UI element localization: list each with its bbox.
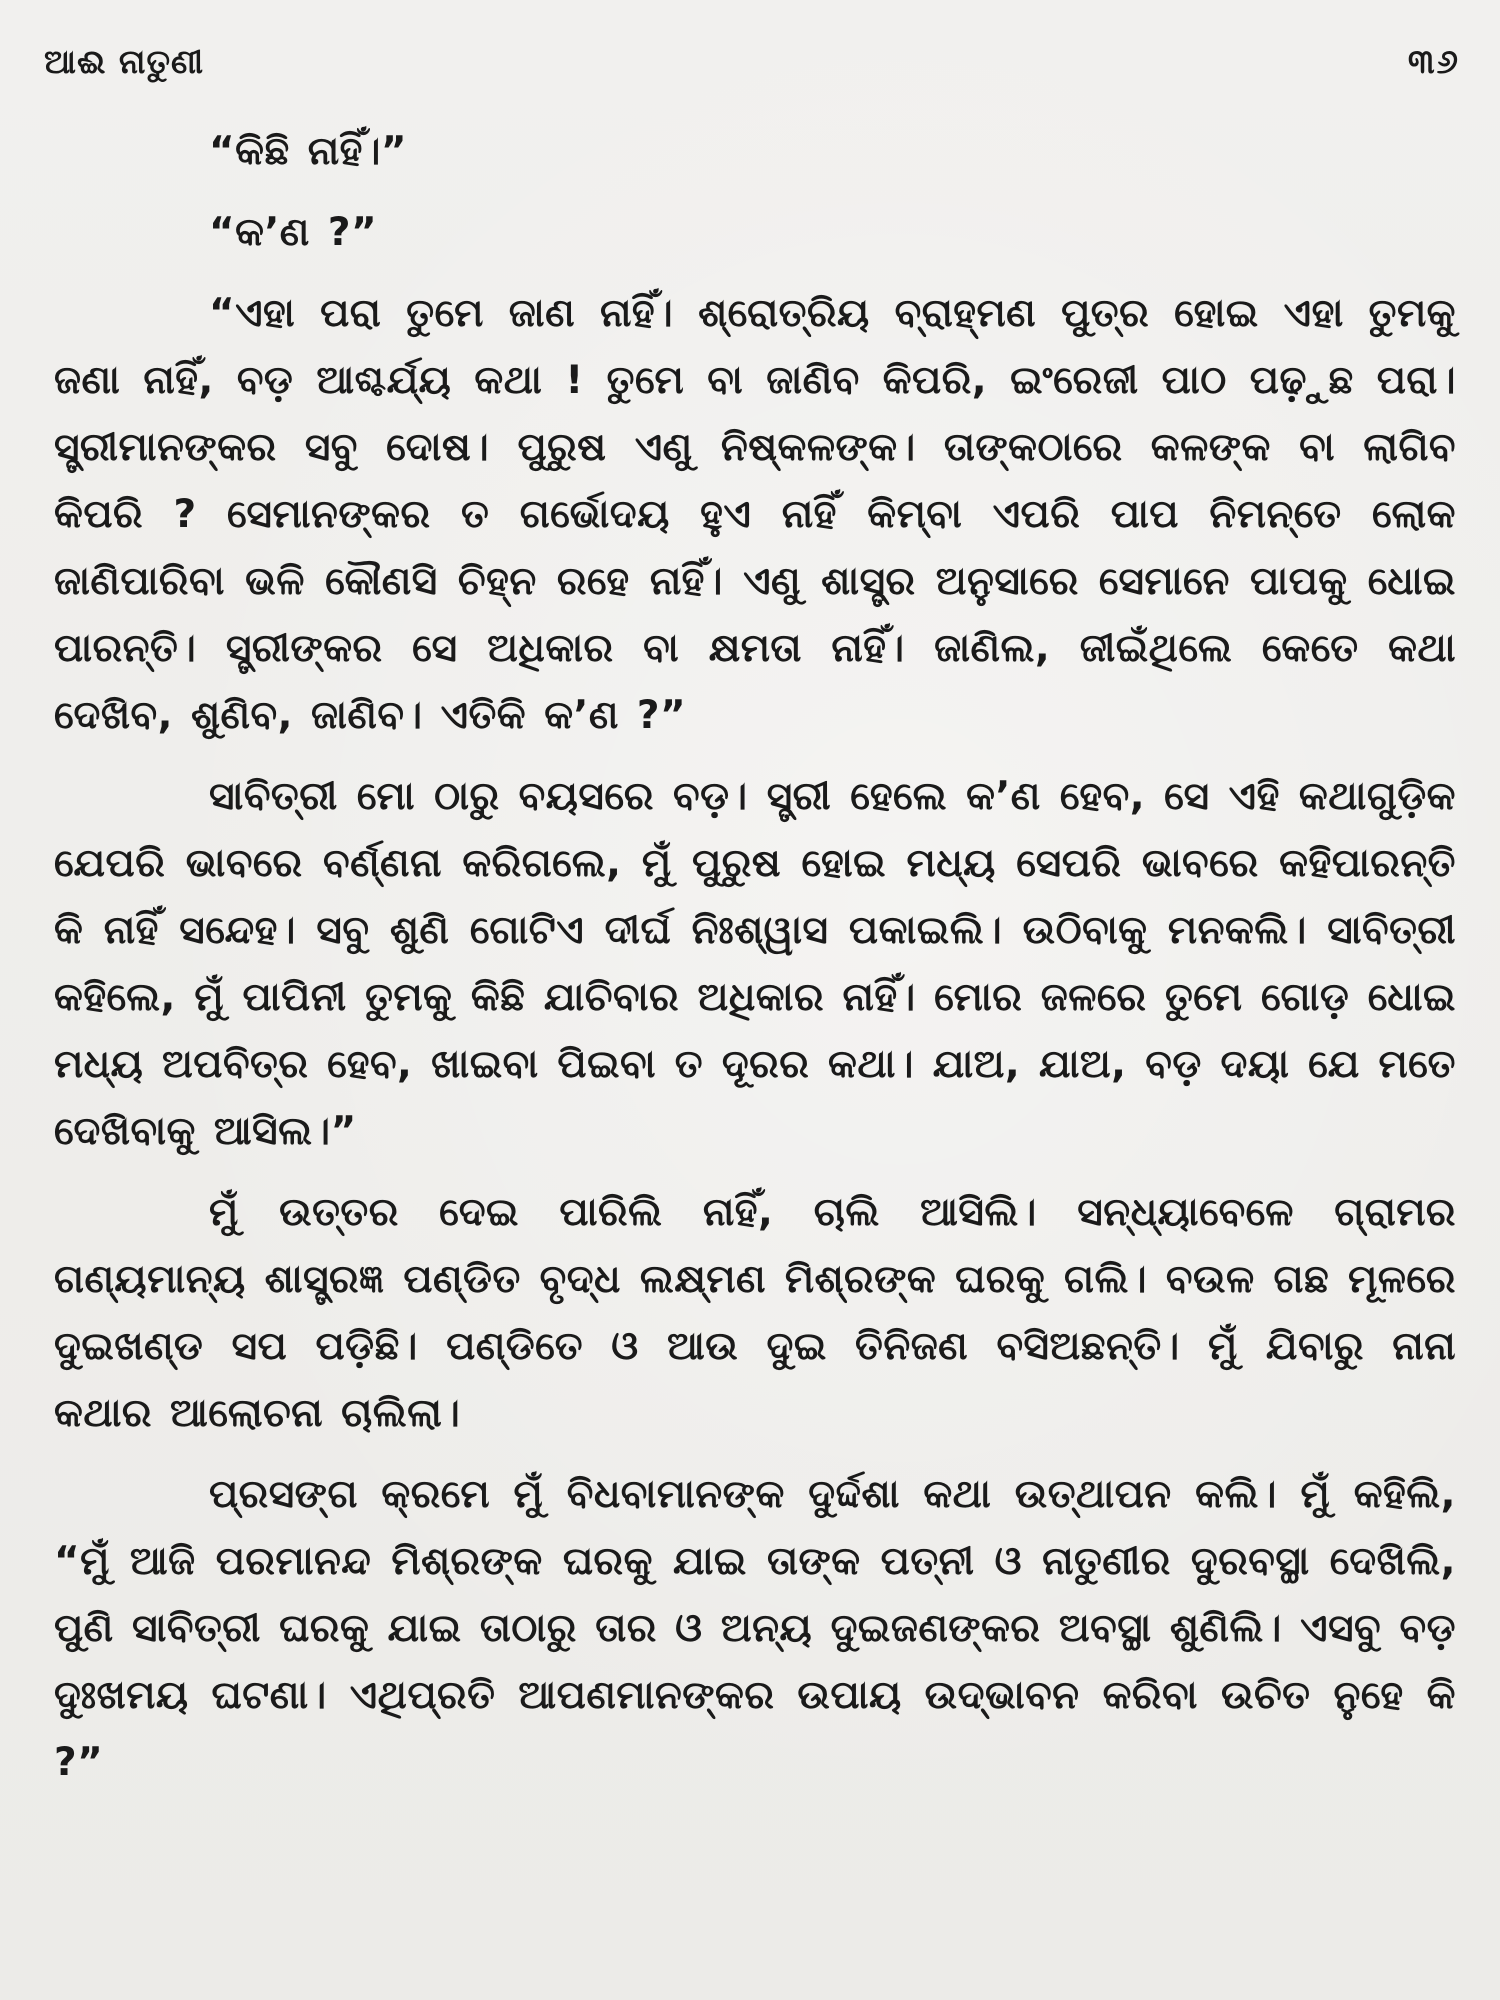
paragraph-dialogue-1: “କିଛି ନାହିଁ।” [209,129,408,174]
paragraph-dialogue-2: “କ’ଣ ?” [209,210,378,255]
paragraph-dialogue-3: “ଏହା ପରା ତୁମେ ଜାଣ ନାହିଁ। ଶ୍ରୋତ୍ରିୟ ବ୍ରାହ୍ମଣ ପୁତ୍ର ହୋଇ ଏହା ତୁମକୁ ଜଣା ନାହିଁ, ବଡ଼ ଆଶ୍ଚର୍ଯ୍ୟ କଥା ! ତୁମେ ବା ଜାଣିବ କିପରି, ଇଂରେଜୀ ପାଠ ପଢ଼ୁଛ ପରା। ସ୍ତ୍ରୀମାନଙ୍କର ସବୁ ଦୋଷ। ପୁରୁଷ ଏଣୁ ନିଷ୍କଳଙ୍କ। ତାଙ୍କଠାରେ କଳଙ୍କ ବା ଲାଗିବ କିପରି ? ସେମାନଙ୍କର ତ ଗର୍ଭୋଦୟ ହୁଏ ନାହିଁ କିମ୍ବା ଏପରି ପାପ ନିମନ୍ତେ ଲୋକ ଜାଣିପାରିବା ଭଳି କୌଣସି ଚିହ୍ନ ରହେ ନାହିଁ। ଏଣୁ ଶାସ୍ତ୍ର ଅନୁସାରେ ସେମାନେ ପାପକୁ ଧୋଇ ପାରନ୍ତି। ସ୍ତ୍ରୀଙ୍କର ସେ ଅଧିକାର ବା କ୍ଷମତା ନାହିଁ। ଜାଣିଲ, ଜୀଇଁଥିଲେ କେତେ କଥା ଦେଖିବ, ଶୁଣିବ, ଜାଣିବ। ଏତିକି କ’ଣ ?” [54,291,1456,738]
page-header [44,42,1460,102]
paragraph-narration-2: ମୁଁ ଉତ୍ତର ଦେଇ ପାରିଲି ନାହିଁ, ଚାଲି ଆସିଲି। ସନ୍ଧ୍ୟାବେଳେ ଗ୍ରାମର ଗଣ୍ୟମାନ୍ୟ ଶାସ୍ତ୍ରଜ୍ଞ ପଣ୍ଡିତ ବୃଦ୍ଧ ଲକ୍ଷ୍ମଣ ମିଶ୍ରଙ୍କ ଘରକୁ ଗଲି। ବଉଳ ଗଛ ମୂଳରେ ଦୁଇଖଣ୍ଡ ସପ ପଡ଼ିଛି। ପଣ୍ଡିତେ ଓ ଆଉ ଦୁଇ ତିନିଜଣ ବସିଅଛନ୍ତି। ମୁଁ ଯିବାରୁ ନାନା କଥାର ଆଲୋଚନା ଚାଲିଲା। [54,1190,1456,1436]
paragraph-narration-3: ପ୍ରସଙ୍ଗ କ୍ରମେ ମୁଁ ବିଧବାମାନଙ୍କ ଦୁର୍ଦ୍ଦଶା କଥା ଉତ୍‌ଥାପନ କଲି। ମୁଁ କହିଲି, “ମୁଁ ଆଜି ପରମାନନ୍ଦ ମିଶ୍ରଙ୍କ ଘରକୁ ଯାଇ ତାଙ୍କ ପତ୍ନୀ ଓ ନାତୁଣୀର ଦୁରବସ୍ଥା ଦେଖିଲି, ପୁଣି ସାବିତ୍ରୀ ଘରକୁ ଯାଇ ତାଠାରୁ ତାର ଓ ଅନ୍ୟ ଦୁଇଜଣଙ୍କର ଅବସ୍ଥା ଶୁଣିଲି। ଏସବୁ ବଡ଼ ଦୁଃଖମୟ ଘଟଣା। ଏଥିପ୍ରତି ଆପଣମାନଙ୍କର ଉପାୟ ଉଦ୍ଭାବନ କରିବା ଉଚିତ ନୁହେ କି ?” [54,1472,1456,1785]
body-text [54,118,1456,1796]
running-title: ଆଈ ନାତୁଣୀ [44,42,205,81]
paragraph-narration-1: ସାବିତ୍ରୀ ମୋ ଠାରୁ ବୟସରେ ବଡ଼। ସ୍ତ୍ରୀ ହେଲେ କ’ଣ ହେବ, ସେ ଏହି କଥାଗୁଡ଼ିକ ଯେପରି ଭାବରେ ବର୍ଣ୍ଣନା କରିଗଲେ, ମୁଁ ପୁରୁଷ ହୋଇ ମଧ୍ୟ ସେପରି ଭାବରେ କହିପାରନ୍ତି କି ନାହିଁ ସନ୍ଦେହ। ସବୁ ଶୁଣି ଗୋଟିଏ ଦୀର୍ଘ ନିଃଶ୍ୱାସ ପକାଇଲି। ଉଠିବାକୁ ମନକଲି। ସାବିତ୍ରୀ କହିଲେ, ମୁଁ ପାପିନୀ ତୁମକୁ କିଛି ଯାଚିବାର ଅଧିକାର ନାହିଁ। ମୋର ଜଳରେ ତୁମେ ଗୋଡ଼ ଧୋଇ ମଧ୍ୟ ଅପବିତ୍ର ହେବ, ଖାଇବା ପିଇବା ତ ଦୂରର କଥା। ଯାଅ, ଯାଅ, ବଡ଼ ଦୟା ଯେ ମତେ ଦେଖିବାକୁ ଆସିଲ।” [54,774,1456,1154]
page-number: ୩୬ [1407,42,1460,82]
